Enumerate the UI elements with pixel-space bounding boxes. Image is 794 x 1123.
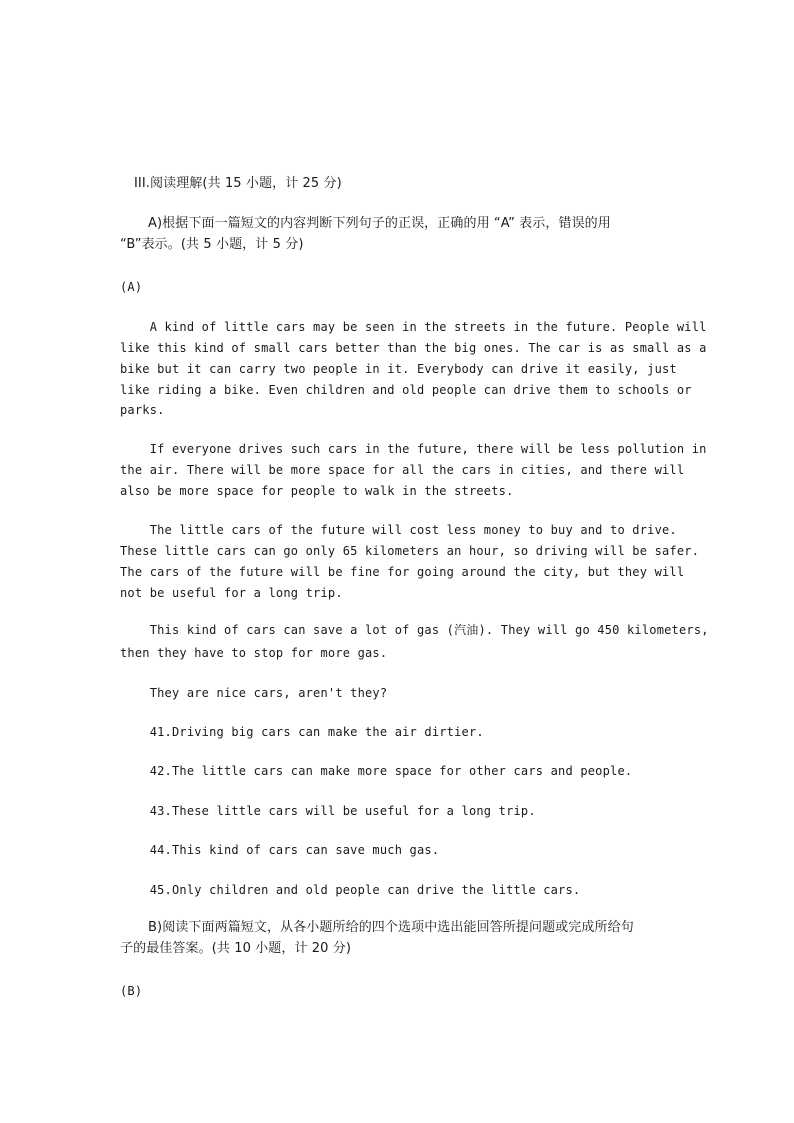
part-b-instruction-line1: B)阅读下面两篇短文，从各小题所给的四个选项中选出能回答所提问题或完成所给句	[148, 920, 634, 935]
passage-line: then they have to stop for more gas.	[120, 646, 388, 660]
passage-line: parks.	[120, 403, 165, 417]
passage-line: A kind of little cars may be seen in the streets in the future. People will	[120, 320, 707, 334]
passage-line: like this kind of small cars better than the big ones. The car is as small as a	[120, 341, 707, 355]
question-43: 43.These little cars will be useful for a long trip.	[120, 804, 536, 818]
part-a-instruction-line2: “B”表示。(共 5 小题，计 5 分)	[120, 237, 304, 252]
passage-line: If everyone drives such cars in the future, there will be less pollution in	[120, 442, 707, 456]
passage-line: also be more space for people to walk in the streets.	[120, 484, 514, 498]
passage-line: like riding a bike. Even children and old people can drive them to schools or	[120, 383, 692, 397]
passage-line: This kind of cars can save a lot of gas (汽油). They will go 450 kilometers,	[120, 623, 709, 637]
part-a-instruction-line1: A)根据下面一篇短文的内容判断下列句子的正误，正确的用 “A” 表示，错误的用	[148, 216, 611, 231]
section-heading: III.阅读理解(共 15 小题，计 25 分)	[134, 176, 342, 191]
part-b-instruction-line2: 子的最佳答案。(共 10 小题，计 20 分)	[120, 941, 352, 956]
passage-line: They are nice cars, aren't they?	[120, 686, 388, 700]
passage-line: The cars of the future will be fine for going around the city, but they will	[120, 565, 685, 579]
passage-b-label: (B)	[120, 984, 143, 998]
question-42: 42.The little cars can make more space for other cars and people.	[120, 764, 633, 778]
question-41: 41.Driving big cars can make the air dirtier.	[120, 725, 484, 739]
passage-line: the air. There will be more space for all the cars in cities, and there will	[120, 463, 685, 477]
question-45: 45.Only children and old people can drive the little cars.	[120, 883, 581, 897]
question-44: 44.This kind of cars can save much gas.	[120, 843, 440, 857]
passage-line: The little cars of the future will cost less money to buy and to drive.	[120, 523, 677, 537]
passage-line: These little cars can go only 65 kilometers an hour, so driving will be safer.	[120, 544, 700, 558]
passage-line: not be useful for a long trip.	[120, 586, 343, 600]
passage-line: bike but it can carry two people in it. Everybody can drive it easily, just	[120, 362, 677, 376]
passage-a-label: (A)	[120, 280, 143, 294]
